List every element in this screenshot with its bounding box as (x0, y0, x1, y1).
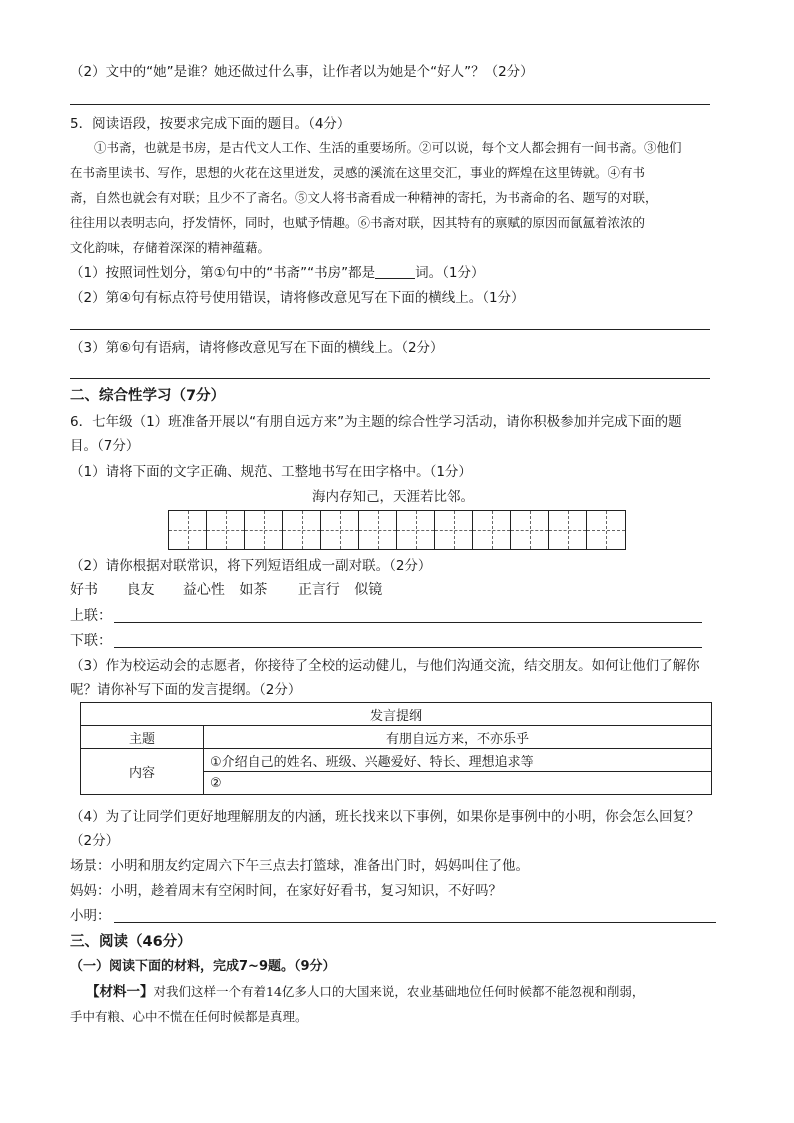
copy-text: 海内存知己，天涯若比邻。 (312, 489, 474, 505)
speech-outline-table (80, 702, 712, 795)
answer-line (70, 378, 710, 379)
outline-header: 发言提纲 (81, 703, 712, 726)
outline-content-2[interactable]: ② (204, 772, 712, 795)
grid-cell[interactable] (207, 511, 245, 549)
outline-content-label: 内容 (81, 749, 204, 795)
outline-theme-label: 主题 (81, 726, 204, 749)
phrase-list (70, 580, 382, 600)
passage-line: 文化韵味，存储着深深的精神蕴藉。 (70, 240, 271, 255)
grid-cell[interactable] (587, 511, 625, 549)
lower-couplet-label: 下联： (70, 633, 112, 649)
passage-line: 斋，自然也就会有对联；且少不了斋名。⑤文人将书斋看成一种精神的寄托，为书斋命的名、题写的对联， (70, 190, 658, 205)
phrase: 益心性 (182, 582, 225, 598)
tianzige-grid[interactable] (168, 510, 626, 550)
question-5-1 (70, 263, 485, 283)
passage-line: 往往用以表明志向，抒发情怀，同时，也赋予情趣。⑥书斋对联，因其特有的禀赋的原因而氤氲着浓浓的 (70, 215, 646, 230)
exam-page (70, 0, 720, 1123)
xiaoming-answer-line[interactable] (114, 922, 716, 923)
material-text-cont: 手中有粮、心中不慌在任何时候都是真理。 (70, 1009, 308, 1024)
question-4-2: （2）文中的“她”是谁？她还做过什么事，让作者以为她是个“好人”？（2分） (70, 64, 534, 80)
material-label: 【材料一】 (86, 984, 154, 1000)
question-6-title-cont: 目。（7分） (70, 438, 140, 454)
phrase: 好书 (70, 582, 98, 598)
grid-cell[interactable] (245, 511, 283, 549)
question-6-4-cont: （2分） (70, 833, 120, 849)
passage-line: ①书斋，也就是书房，是古代文人工作、生活的重要场所。②可以说，每个文人都会拥有一间书斋。③他们 (94, 140, 682, 155)
question-6-1: （1）请将下面的文字正确、规范、工整地书写在田字格中。（1分） (70, 464, 472, 480)
phrase: 良友 (126, 582, 155, 598)
grid-cell[interactable] (321, 511, 359, 549)
reading-part-1-title: （一）阅读下面的材料，完成7~9题。（9分） (70, 959, 336, 974)
blank-fill[interactable] (375, 264, 415, 279)
question-6-2: （2）请你根据对联常识，将下列短语组成一副对联。（2分） (70, 558, 432, 574)
question-6-3: （3）作为校运动会的志愿者，你接待了全校的运动健儿，与他们沟通交流，结交朋友。如何让他们了解你 (70, 658, 700, 674)
phrase: 正言行 (297, 582, 340, 598)
mom-text: 妈妈：小明，趁着周末有空闲时间，在家好好看书，复习知识，不好吗？ (70, 883, 502, 899)
grid-cell[interactable] (283, 511, 321, 549)
question-5-title: 5．阅读语段，按要求完成下面的题目。（4分） (70, 116, 351, 132)
grid-cell[interactable] (473, 511, 511, 549)
question-6-4: （4）为了让同学们更好地理解朋友的内涵，班长找来以下事例，如果你是事例中的小明，你会怎么回复？ (70, 809, 700, 825)
xiaoming-label: 小明： (70, 908, 111, 924)
question-6-3-cont: 呢？请你补写下面的发言提纲。（2分） (70, 682, 302, 698)
grid-cell[interactable] (435, 511, 473, 549)
section-3-title: 三、阅读（46分） (70, 934, 192, 950)
upper-couplet-line[interactable] (114, 622, 702, 623)
section-2-title: 二、综合性学习（7分） (70, 388, 226, 404)
upper-couplet-label: 上联： (70, 608, 112, 624)
outline-theme-value: 有朋自远方来，不亦乐乎 (204, 726, 712, 749)
question-5-1-text: （1）按照词性划分，第①句中的“书斋”“书房”都是 (70, 265, 376, 281)
question-5-3: （3）第⑥句有语病，请将修改意见写在下面的横线上。（2分） (70, 340, 444, 356)
answer-line (70, 104, 710, 105)
lower-couplet-line[interactable] (114, 647, 702, 648)
grid-cell[interactable] (397, 511, 435, 549)
question-6-title: 6．七年级（1）班准备开展以“有朋自远方来”为主题的综合性学习活动，请你积极参加并完成下面的题 (70, 414, 682, 430)
grid-cell[interactable] (169, 511, 207, 549)
outline-content-1: ①介绍自己的姓名、班级、兴趣爱好、特长、理想追求等 (204, 749, 712, 772)
phrase: 似镜 (354, 582, 383, 598)
question-5-1-suffix: 词。（1分） (415, 265, 485, 281)
grid-cell[interactable] (549, 511, 587, 549)
phrase: 如茶 (239, 582, 268, 598)
answer-line (70, 329, 710, 330)
grid-cell[interactable] (359, 511, 397, 549)
question-5-2: （2）第④句有标点符号使用错误，请将修改意见写在下面的横线上。（1分） (70, 290, 525, 306)
passage-line: 在书斋里读书、写作，思想的火花在这里迸发，灵感的溪流在这里交汇，事业的辉煌在这里铸就。④有书 (70, 165, 646, 180)
grid-cell[interactable] (511, 511, 549, 549)
material-text: 对我们这样一个有着14亿多人口的大国来说，农业基础地位任何时候都不能忽视和削弱， (153, 984, 645, 999)
scene-text: 场景：小明和朋友约定周六下午三点去打篮球，准备出门时，妈妈叫住了他。 (70, 858, 529, 874)
material-1 (86, 982, 644, 1002)
